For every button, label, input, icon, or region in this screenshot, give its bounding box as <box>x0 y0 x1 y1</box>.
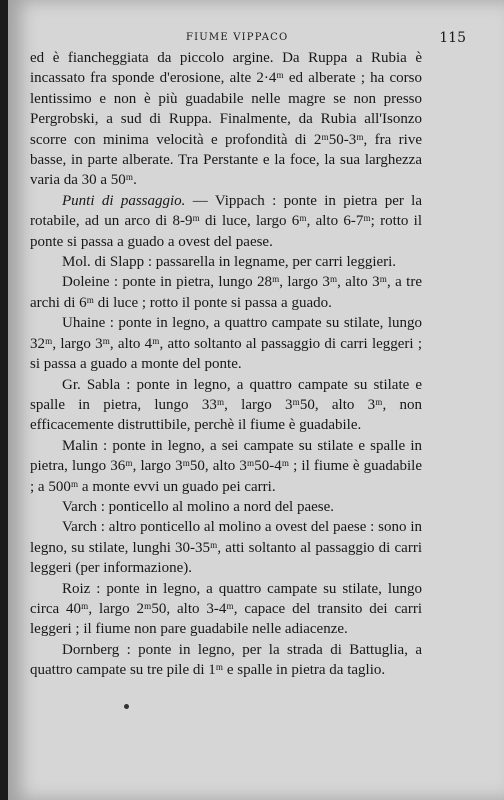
book-page <box>8 0 504 800</box>
entry-paragraph: Uhaine : ponte in legno, a quattro campate su stilate, lungo 32ᵐ, largo 3ᵐ, alto 4ᵐ, atto soltanto al passaggio di carri leggeri ; si passa a guado a monte del ponte. <box>30 315 422 373</box>
running-header <box>46 30 476 48</box>
print-dot <box>124 704 129 709</box>
entry-paragraph: Roiz : ponte in legno, a quattro campate su stilate, lungo circa 40ᵐ, largo 2ᵐ50, alto 3-4ᵐ, capace del transito dei carri leggeri ; il fiume non pare guadabile nelle adiacenze. <box>30 580 422 638</box>
entry-paragraph: Dornberg : ponte in legno, per la strada di Battuglia, a quattro campate su tre pile di 1ᵐ e spalle in pietra da taglio. <box>30 641 422 679</box>
section-first-entry: — Vippach : ponte in pietra per la rotabile, ad un arco di 8-9ᵐ di luce, largo 6ᵐ, alto 6-7ᵐ; rotto il ponte si passa a guado a ovest del paese. <box>30 192 423 250</box>
entry-paragraph: Mol. di Slapp : passarella in legname, per carri leggieri. <box>62 254 397 271</box>
entry-paragraph: Varch : altro ponticello al molino a ovest del paese : sono in legno, su stilate, lunghi 30-35ᵐ, atti soltanto al passaggio di carri leggeri (per informazione). <box>30 519 422 577</box>
section-paragraph <box>30 191 422 252</box>
entry-paragraph: Malin : ponte in legno, a sei campate su stilate e spalle in pietra, lungo 36ᵐ, largo 3ᵐ50, alto 3ᵐ50-4ᵐ ; il fiume è guadabile ; a 500ᵐ a monte evvi un guado pei carri. <box>30 437 422 495</box>
section-heading: Punti di passaggio. <box>62 192 186 209</box>
entry-paragraph: Gr. Sabla : ponte in legno, a quattro campate su stilate e spalle in pietra, lungo 33ᵐ, largo 3ᵐ50, alto 3ᵐ, non efficacemente distruttibile, perchè il fiume è guadabile. <box>30 376 422 434</box>
intro-paragraph: ed è fiancheggiata da piccolo argine. Da Ruppa a Rubia è incassato fra sponde d'erosione, alte 2·4ᵐ ed alberate ; ha corso lentissimo e non è più guadabile nelle magre se non presso Pergrobski, a sud di Ruppa. Finalmente, da Rubia all'Isonzo scorre con minima velocità e profondità di 2ᵐ50-3ᵐ, fra rive basse, in parte alberate. Tra Perstante e la foce, la sua larghezza varia da 30 a 50ᵐ. <box>30 50 422 189</box>
page-number: 115 <box>439 30 466 46</box>
entry-paragraph: Varch : ponticello al molino a nord del paese. <box>62 498 334 515</box>
page-body <box>30 48 422 681</box>
entry-paragraph: Doleine : ponte in pietra, lungo 28ᵐ, largo 3ᵐ, alto 3ᵐ, a tre archi di 6ᵐ di luce ; rotto il ponte si passa a guado. <box>30 274 422 311</box>
running-title: FIUME VIPPACO <box>186 32 289 43</box>
